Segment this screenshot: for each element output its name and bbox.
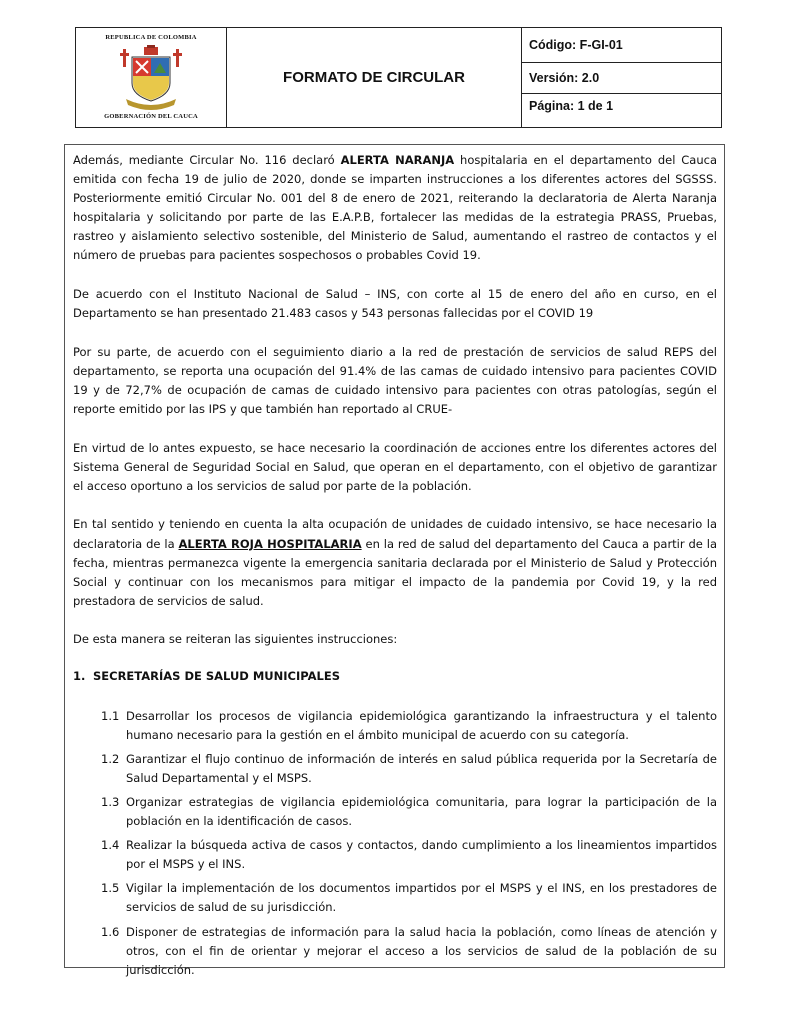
document-title: FORMATO DE CIRCULAR — [227, 28, 522, 127]
document-info — [522, 28, 721, 127]
section-title: 1. SECRETARÍAS DE SALUD MUNICIPALES — [73, 669, 340, 684]
coat-of-arms-logo — [116, 45, 186, 111]
codigo-label: Código: F-GI-01 — [522, 28, 721, 63]
document-body — [64, 144, 725, 977]
list-item: 1.6 Disponer de estrategias de información para la salud hacia la población, como líneas de atención y otros, con el fin de orientar y mejorar el acceso a los servicios de salud de la población de su jurisdicción. — [101, 924, 717, 977]
logo-top-text: REPUBLICA DE COLOMBIA — [105, 34, 197, 41]
paragraph-instrucciones: De esta manera se reiteran las siguientes instrucciones: — [73, 632, 398, 647]
document-header — [75, 27, 722, 128]
paragraph-virtud: En virtud de lo antes expuesto, se hace necesario la coordinación de acciones entre los diferentes actores del Sistema General de Seguridad Social en Salud, que operan en el departamento, con el objetivo de garantizar el acceso oportuno a los servicios de salud por parte de la población. — [73, 440, 717, 493]
paragraph-ins: De acuerdo con el Instituto Nacional de Salud – INS, con corte al 15 de enero del año en curso, en el Departamento se han presentado 21.483 casos y 543 personas fallecidas por el COVID 19 — [73, 287, 717, 321]
paragraph-ocupacion: Por su parte, de acuerdo con el seguimiento diario a la red de prestación de servicios de salud REPS del departamento, se reporta una ocupación del 91.4% de las camas de cuidado intensivo para pacientes COVID 19 y de 72,7% de ocupación de camas de cuidado intensivo para pacientes con otras patologías, según el reporte emitido por las IPS y que también han reportado al CRUE- — [73, 344, 717, 417]
list-item: 1.3 Organizar estrategias de vigilancia epidemiológica comunitaria, para lograr la participación de la población en la identificación de casos. — [101, 794, 717, 829]
alerta-naranja-text: ALERTA NARANJA — [340, 153, 455, 167]
list-item: 1.2 Garantizar el flujo continuo de información de interés en salud pública requerida por la Secretaría de Salud Departamental y el MSPS. — [101, 751, 717, 785]
list-item: 1.4 Realizar la búsqueda activa de casos y contactos, dando cumplimiento a los lineamientos impartidos por el MSPS y el INS. — [101, 838, 717, 872]
list-item: 1.5 Vigilar la implementación de los documentos impartidos por el MSPS y el INS, en los prestadores de servicios de salud de su jurisdicción. — [101, 881, 717, 915]
pagina-label: Página: 1 de 1 — [529, 99, 614, 113]
paragraph-alerta-roja: En tal sentido y teniendo en cuenta la alta ocupación de unidades de cuidado intensivo, se hace necesario la declaratoria de la ALERTA ROJA HOSPITALARIA en la red de salud del departamento del Cauca a partir de la fecha, mientras permanezca vigente la emergencia sanitaria declarada por el Ministerio de Salud y Protección Social y continuar con los mecanismos para mitigar el impacto de la pandemia por Covid 19, y la red prestadora de servicios de salud. — [73, 517, 717, 608]
alerta-roja-text: ALERTA ROJA HOSPITALARIA — [178, 536, 362, 551]
logo-bottom-text: GOBERNACIÓN DEL CAUCA — [104, 113, 198, 120]
logo-cell — [76, 28, 227, 127]
version-label: Versión: 2.0 — [522, 63, 721, 94]
instruction-list — [73, 707, 717, 980]
body-text — [73, 151, 717, 985]
list-item: 1.1 Desarrollar los procesos de vigilancia epidemiológica garantizando la infraestructura y el talento humano necesario para la gestión en el ámbito municipal de acuerdo con su categoría. — [101, 708, 717, 742]
paragraph-alerta-naranja: Además, mediante Circular No. 116 declaró ALERTA NARANJA hospitalaria en el departamento del Cauca emitida con fecha 19 de julio de 2020, donde se imparten instrucciones a los diferentes actores del SGSSS. Posteriormente emitió Circular No. 001 del 8 de enero de 2021, reiterando la declaratoria de Alerta Naranja hospitalaria y solicitando por parte de las E.A.P.B, fortalecer las medidas de la estrategia PRASS, Pruebas, rastreo y aislamiento selectivo sostenible, del Ministerio de Salud, aumentando el rastreo de contactos y el número de pruebas para pacientes sospechosos o probables Covid 19. — [73, 153, 717, 263]
